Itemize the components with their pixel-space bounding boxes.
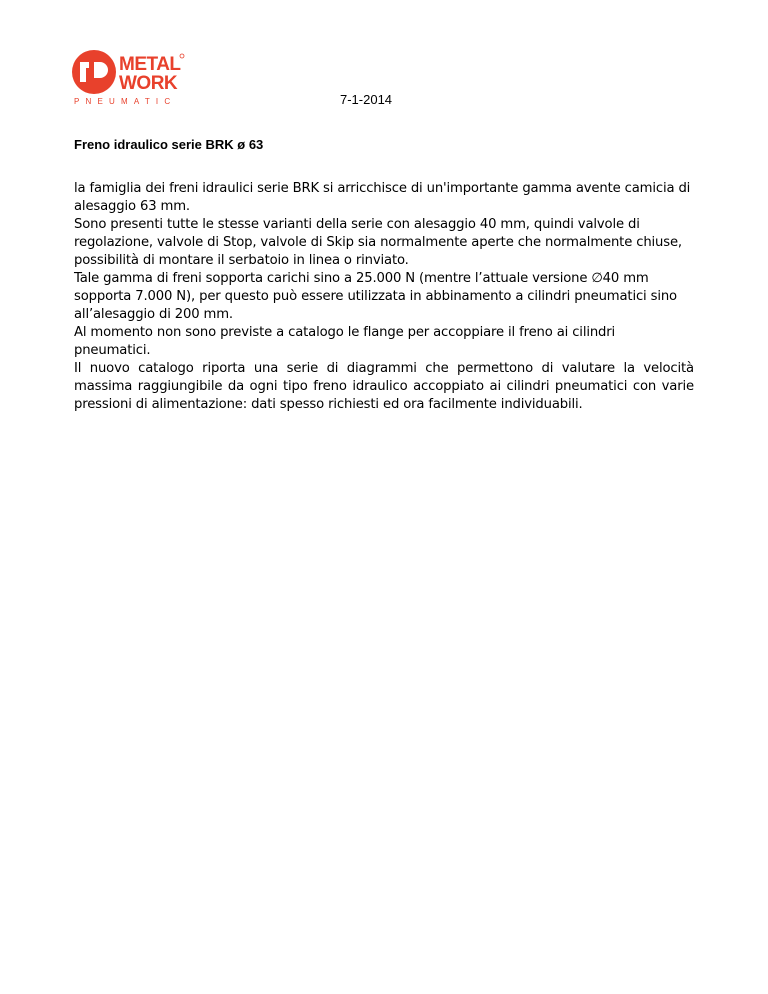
article-title: Freno idraulico serie BRK ø 63 — [74, 137, 264, 152]
paragraph-catalog: Il nuovo catalogo riporta una serie di diagrammi che permettono di valutare la velocità massima raggiungibile da ogni tipo freno idraulico accoppiato ai cilindri pneumatici con varie pressioni di alimentazione: dati spesso richiesti ed ora facilmente individuabili. — [74, 361, 694, 412]
paragraph-intro — [74, 180, 694, 216]
paragraph-variants: Sono presenti tutte le stesse varianti della serie con alesaggio 40 mm, quindi valvole di regolazione, valvole di Stop, valvole di Skip sia normalmente aperte che normalmente chiuse, possibilità di montare il serbatoio in linea o rinviato. — [74, 217, 682, 268]
paragraph-flanges: Al momento non sono previste a catalogo le flange per accoppiare il freno ai cilindri pneumatici. — [74, 325, 616, 358]
metal-work-logo-mark — [70, 48, 200, 106]
svg-text:WORK: WORK — [119, 73, 178, 94]
link-freni-idraulici[interactable]: freni idraulici serie — [169, 181, 289, 196]
intro-text-start: la famiglia dei — [74, 181, 170, 196]
article-body — [74, 180, 694, 414]
intro-text-end: . — [185, 199, 190, 214]
intro-text-middle: BRK si arricchisce di un'importante gamma avente camicia di — [288, 181, 691, 196]
document-date: 7-1-2014 — [340, 92, 393, 107]
paragraph-loads: Tale gamma di freni sopporta carichi sino a 25.000 N (mentre l’attuale versione ∅40 mm sopporta 7.000 N), per questo può essere utilizzata in abbinamento a cilindri pneumatici sino all’alesaggio di 200 mm. — [74, 271, 677, 322]
svg-text:METAL: METAL — [119, 54, 181, 75]
svg-text:PNEUMATIC: PNEUMATIC — [74, 97, 177, 106]
link-alesaggio-63[interactable]: alesaggio 63 mm — [74, 199, 186, 214]
metal-work-logo — [70, 48, 200, 106]
